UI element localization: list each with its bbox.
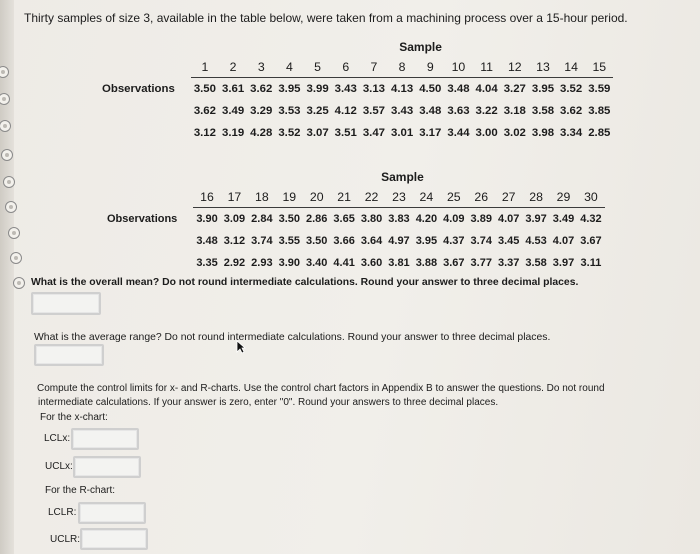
sample-number: 13 <box>529 56 557 78</box>
radio-button[interactable] <box>10 252 22 264</box>
table-cell: 3.57 <box>362 105 386 117</box>
sample-header: Sample <box>381 170 424 184</box>
table-row <box>104 252 605 274</box>
table-cell: 3.77 <box>470 257 492 269</box>
observations-label: Observations <box>107 212 178 225</box>
table-cell: 3.58 <box>525 257 547 269</box>
table-cell: 3.66 <box>333 235 355 247</box>
intro-text: Thirty samples of size 3, available in the table below, were taken from a machining process over a 15-hour period. <box>24 11 628 25</box>
table-cell: 3.60 <box>360 257 383 269</box>
sample-number: 29 <box>550 186 577 208</box>
table-row <box>99 100 613 122</box>
table-cell: 3.00 <box>475 127 498 139</box>
sample-number: 9 <box>416 56 444 78</box>
table-cell: 4.07 <box>552 235 575 247</box>
overall-mean-input[interactable] <box>31 292 101 315</box>
table-cell: 3.61 <box>221 83 245 95</box>
sample-header: Sample <box>399 40 442 54</box>
table-cell: 3.48 <box>447 83 470 95</box>
table-cell: 3.95 <box>531 83 555 95</box>
sample-number: 15 <box>585 56 613 78</box>
sample-number: 20 <box>303 186 330 208</box>
table-cell: 3.64 <box>360 235 383 247</box>
sample-number: 3 <box>247 56 275 78</box>
table-cell: 3.90 <box>196 213 218 225</box>
table-cell: 4.09 <box>443 213 465 225</box>
sample-number: 4 <box>275 56 303 78</box>
sample-number: 17 <box>221 186 248 208</box>
table-cell: 3.99 <box>306 83 329 95</box>
sample-number: 30 <box>577 186 604 208</box>
table-cell: 4.41 <box>333 257 355 269</box>
ucl-r-label: UCLR: <box>50 534 81 545</box>
table-cell: 3.62 <box>560 105 583 117</box>
table-cell: 4.13 <box>391 83 414 95</box>
table-cell: 3.47 <box>362 127 386 139</box>
sample-number: 27 <box>495 186 522 208</box>
sample-number: 11 <box>473 56 501 78</box>
lcl-x-input[interactable] <box>71 428 139 450</box>
radio-button[interactable] <box>3 176 15 188</box>
table-row <box>99 78 613 101</box>
table-cell: 3.09 <box>223 213 246 225</box>
table-cell: 3.48 <box>196 235 218 247</box>
table-cell: 3.19 <box>221 127 245 139</box>
table-cell: 3.52 <box>278 127 301 139</box>
table-row <box>99 122 613 144</box>
table-cell: 3.48 <box>419 105 442 117</box>
table-cell: 4.32 <box>580 213 602 225</box>
sample-number: 2 <box>219 56 247 78</box>
table-cell: 3.07 <box>306 127 329 139</box>
table-cell: 3.90 <box>278 257 300 269</box>
table-cell: 3.45 <box>497 235 520 247</box>
table-cell: 3.63 <box>447 105 470 117</box>
table-cell: 3.88 <box>415 257 438 269</box>
sample-number: 19 <box>276 186 303 208</box>
sample-number: 1 <box>191 56 219 78</box>
left-radio-column <box>0 0 14 554</box>
table-cell: 3.25 <box>306 105 329 117</box>
table-cell: 3.13 <box>362 83 386 95</box>
sample-number: 14 <box>557 56 585 78</box>
lcl-r-input[interactable] <box>78 502 146 524</box>
table-row <box>104 208 605 231</box>
table-cell: 4.37 <box>443 235 465 247</box>
table-cell: 3.95 <box>415 235 438 247</box>
table-cell: 4.53 <box>525 235 547 247</box>
table-cell: 3.29 <box>250 105 273 117</box>
table-cell: 3.02 <box>503 127 526 139</box>
table-cell: 3.49 <box>552 213 575 225</box>
table-cell: 3.67 <box>443 257 465 269</box>
sample-number: 12 <box>501 56 529 78</box>
table-cell: 3.35 <box>196 257 218 269</box>
question-control-limits-line2: intermediate calculations. If your answer is zero, enter "0". Round your answers to three decimal places. <box>38 397 499 408</box>
sample-number-row <box>99 56 613 78</box>
table-cell: 3.97 <box>525 213 547 225</box>
mouse-cursor-icon <box>236 340 246 354</box>
table-cell: 3.11 <box>580 257 602 269</box>
table-cell: 3.55 <box>278 235 300 247</box>
table-cell: 3.58 <box>531 105 555 117</box>
sample-number: 5 <box>304 56 332 78</box>
table-cell: 3.51 <box>334 127 357 139</box>
table-cell: 3.49 <box>221 105 245 117</box>
table-cell: 4.50 <box>419 83 442 95</box>
sample-number: 16 <box>193 186 220 208</box>
table-cell: 3.50 <box>306 235 328 247</box>
table-cell: 3.85 <box>588 105 611 117</box>
table-cell: 3.37 <box>497 257 520 269</box>
table-cell: 2.84 <box>251 213 273 225</box>
radio-button[interactable] <box>8 227 20 239</box>
sample-number: 18 <box>248 186 275 208</box>
sample-number: 22 <box>358 186 385 208</box>
lcl-x-label: LCLx: <box>44 433 71 444</box>
table-cell: 4.07 <box>497 213 520 225</box>
table-cell: 3.74 <box>251 235 273 247</box>
question-overall-mean: What is the overall mean? Do not round intermediate calculations. Round your answer to three decimal places. <box>31 277 579 288</box>
table-cell: 3.40 <box>306 257 328 269</box>
sample-number: 6 <box>332 56 360 78</box>
table-row <box>104 230 605 252</box>
table-cell: 3.89 <box>470 213 492 225</box>
table-cell: 3.50 <box>193 83 216 95</box>
radio-button[interactable] <box>1 149 13 161</box>
table-cell: 2.92 <box>223 257 246 269</box>
table-cell: 3.18 <box>503 105 526 117</box>
table-cell: 3.17 <box>419 127 442 139</box>
table-cell: 3.53 <box>278 105 301 117</box>
table-cell: 3.27 <box>503 83 526 95</box>
table-cell: 4.04 <box>475 83 498 95</box>
table-cell: 3.80 <box>360 213 383 225</box>
table-cell: 3.50 <box>278 213 300 225</box>
sample-number: 28 <box>522 186 549 208</box>
radio-button[interactable] <box>5 201 17 213</box>
table-cell: 3.43 <box>391 105 414 117</box>
table-cell: 2.86 <box>306 213 328 225</box>
table-cell: 3.74 <box>470 235 492 247</box>
observations-label: Observations <box>102 82 175 95</box>
table-cell: 3.22 <box>475 105 498 117</box>
table-cell: 3.12 <box>223 235 246 247</box>
table-cell: 3.62 <box>250 83 273 95</box>
observations-table-1 <box>99 38 613 144</box>
lcl-r-label: LCLR: <box>48 507 77 518</box>
table-cell: 3.52 <box>560 83 583 95</box>
observations-table-2 <box>104 168 605 274</box>
table-cell: 3.43 <box>334 83 357 95</box>
table-cell: 4.20 <box>415 213 438 225</box>
table-cell: 3.34 <box>560 127 583 139</box>
sample-number: 8 <box>388 56 416 78</box>
sample-number: 23 <box>385 186 412 208</box>
table-cell: 4.28 <box>250 127 273 139</box>
table-cell: 4.12 <box>334 105 357 117</box>
table-cell: 3.81 <box>388 257 410 269</box>
sample-number-row <box>104 186 605 208</box>
sample-number: 10 <box>444 56 472 78</box>
table-cell: 3.01 <box>391 127 414 139</box>
radio-button[interactable] <box>13 277 25 289</box>
sample-number: 7 <box>360 56 388 78</box>
xbar-chart-label: For the x-chart: <box>40 412 108 423</box>
table-cell: 3.59 <box>588 83 611 95</box>
sample-number: 26 <box>468 186 495 208</box>
table-cell: 2.93 <box>251 257 273 269</box>
sample-number: 24 <box>413 186 440 208</box>
table-cell: 3.44 <box>447 127 470 139</box>
sample-number: 21 <box>330 186 357 208</box>
average-range-input[interactable] <box>34 344 104 366</box>
table-cell: 3.83 <box>388 213 410 225</box>
ucl-r-input[interactable] <box>80 528 148 550</box>
question-average-range: What is the average range? Do not round intermediate calculations. Round your answer to three decimal places. <box>34 332 551 343</box>
question-control-limits-line1: Compute the control limits for x- and R-charts. Use the control chart factors in Appendix B to answer the questions. Do not round <box>37 383 605 394</box>
table-cell: 3.62 <box>193 105 216 117</box>
table-cell: 3.95 <box>278 83 301 95</box>
table-cell: 3.65 <box>333 213 355 225</box>
ucl-x-input[interactable] <box>73 456 141 478</box>
table-cell: 3.98 <box>531 127 555 139</box>
ucl-x-label: UCLx: <box>45 461 73 472</box>
table-cell: 2.85 <box>588 127 611 139</box>
table-cell: 3.97 <box>552 257 575 269</box>
r-chart-label: For the R-chart: <box>45 485 116 496</box>
table-cell: 4.97 <box>388 235 410 247</box>
table-cell: 3.12 <box>193 127 216 139</box>
table-cell: 3.67 <box>580 235 602 247</box>
sample-number: 25 <box>440 186 467 208</box>
